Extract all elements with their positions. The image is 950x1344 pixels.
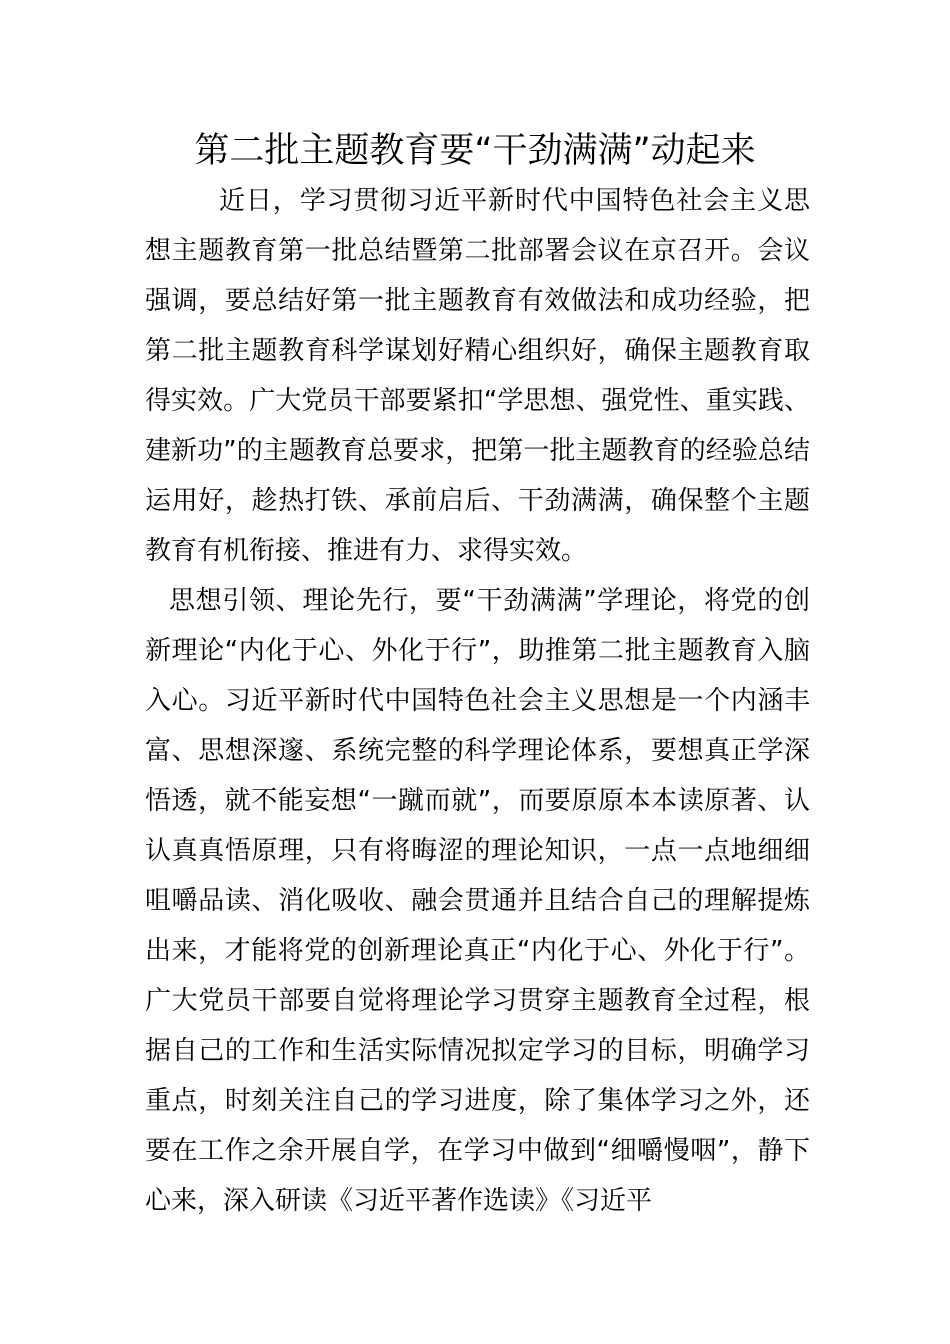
paragraph-theory: 思想引领、理论先行，要“干劲满满”学理论，将党的创新理论“内化于心、外化于行”，助推第二批主题教育入脑入心。习近平新时代中国特色社会主义思想是一个内涵丰富、思想深邃、系统完整的科学理论体系，要想真正学深悟透，就不能妄想“一蹴而就”，而要原原本本读原著、认认真真悟原理，只有将晦涩的理论知识，一点一点地细细咀嚼品读、消化吸收、融会贯通并且结合自己的理解提炼出来，才能将党的创新理论真正“内化于心、外化于行”。广大党员干部要自觉将理论学习贯穿主题教育全过程，根据自己的工作和生活实际情况拟定学习的目标，明确学习重点，时刻关注自己的学习进度，除了集体学习之外，还要在工作之余开展自学，在学习中做到“细嚼慢咽”，静下心来，深入研读《习近平著作选读》《习近平 (145, 586, 810, 1216)
document-body (145, 176, 810, 1226)
paragraph-intro: 近日，学习贯彻习近平新时代中国特色社会主义思想主题教育第一批总结暨第二批部署会议在京召开。会议强调，要总结好第一批主题教育有效做法和成功经验，把第二批主题教育科学谋划好精心组织好，确保主题教育取得实效。广大党员干部要紧扣“学思想、强党性、重实践、建新功”的主题教育总要求，把第一批主题教育的经验总结运用好，趁热打铁、承前启后、干劲满满，确保整个主题教育有机衔接、推进有力、求得实效。 (145, 186, 810, 566)
document-title: 第二批主题教育要“干劲满满”动起来 (194, 131, 756, 171)
